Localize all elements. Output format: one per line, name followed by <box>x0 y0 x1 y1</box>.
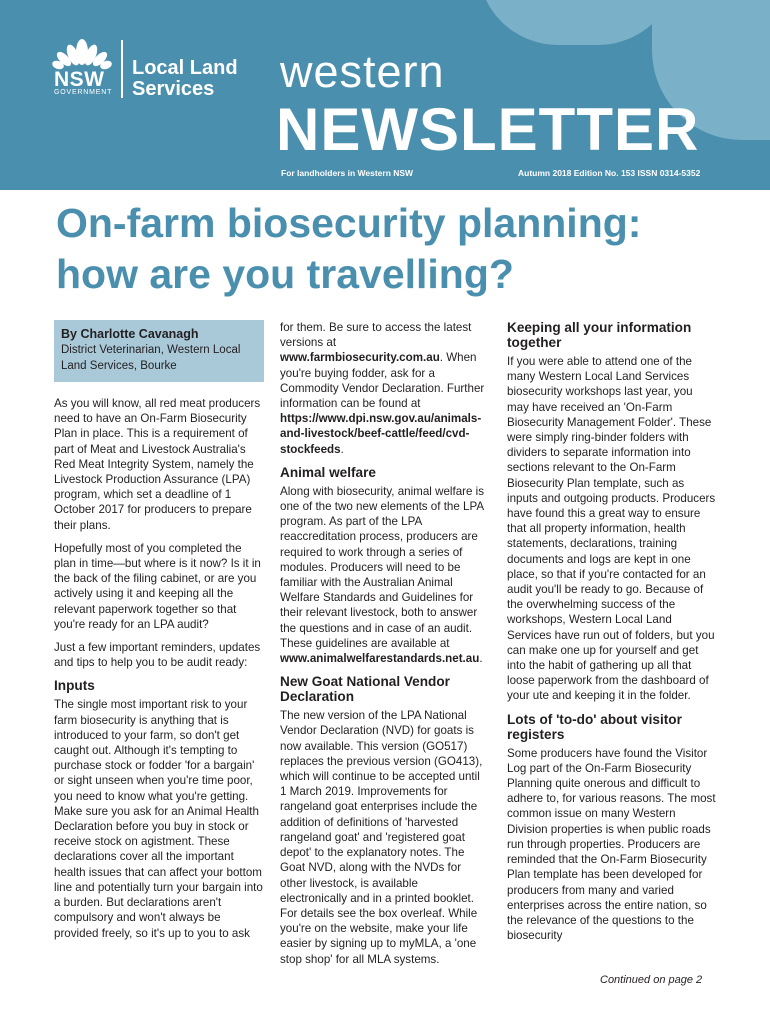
decorative-shape <box>478 0 678 45</box>
waratah-logo-icon <box>52 38 112 70</box>
masthead-newsletter: NEWSLETTER <box>276 96 700 163</box>
agency-name-line1: Local Land <box>132 57 238 79</box>
edition-info: Autumn 2018 Edition No. 153 ISSN 0314-5352 <box>518 168 701 178</box>
section-heading-visitor-registers: Lots of 'to-do' about visitor registers <box>507 711 682 742</box>
link-animalwelfarestandards[interactable]: www.animalwelfarestandards.net.au <box>280 652 480 666</box>
paragraph: As you will know, all red meat producers need to have an On-Farm Biosecurity Plan in place. This is a requirement of part of Meat and Livestock Australia's Red Meat Integrity System, namely the Livestock Production Assurance (LPA) program, which set a deadline of 1 October 2017 for producers to prepare their plans. <box>54 397 261 532</box>
paragraph: The single most important risk to your farm biosecurity is anything that is introduced to your farm, so don't get caught out. Although it's tempting to purchase stock or fodder 'for a bargain' or sight unseen when you're time poor, you need to know what you're getting. Make sure you ask for an Animal Health Declaration before you buy in stock or receive stock on agistment. These declarations cover all the important health issues that can affect your bottom line and potentially turn your bargain into a burden. But declarations aren't compulsory and won't always be provided freely, so it's up to you to ask <box>54 698 263 940</box>
text-run: . When you're buying fodder, ask for a Commodity Vendor Declaration. Further information can be found at <box>280 351 485 411</box>
column-2 <box>280 320 486 975</box>
nsw-logo-text: NSW <box>54 68 105 91</box>
section-heading-information: Keeping all your information together <box>507 320 692 350</box>
paragraph: Hopefully most of you completed the plan in time—but where is it now? Is it in the back of the filing cabinet, or are you actively using it and keeping all the relevant paperwork together so that you're ready for an LPA audit? <box>54 541 261 631</box>
section-heading-inputs: Inputs <box>54 678 95 694</box>
text-run: . <box>340 442 344 456</box>
text-run: . <box>479 652 483 666</box>
author-name: By Charlotte Cavanagh <box>61 327 199 341</box>
article-headline <box>56 198 736 300</box>
continued-on-page-link[interactable]: Continued on page 2 <box>600 974 703 986</box>
masthead-tagline: For landholders in Western NSW <box>281 168 414 178</box>
link-dpi-cvd-stockfeeds[interactable]: https://www.dpi.nsw.gov.au/animals-and-livestock/beef-cattle/feed/cvd-stockfeeds <box>280 412 482 456</box>
author-role: District Veterinarian, Western Local Land Services, Bourke <box>61 344 241 372</box>
paragraph: The new version of the LPA National Vendor Declaration (NVD) for goats is now available. This version (GO517) replaces the previous version (GO413), which will continue to be accepted until 1 March 2019. Improvements for rangeland goat enterprises include the addition of definitions of 'harvested rangeland goat' and 'registered goat depot' to the explanatory notes. The Goat NVD, along with the NVDs for other livestock, is available electronically and in a printed booklet. For details see the box overleaf. While you're on the website, make your life easier by signing up to myMLA, a 'one stop shop' for all MLA systems. <box>280 709 483 966</box>
paragraph: Some producers have found the Visitor Log part of the On-Farm Biosecurity Planning quite onerous and difficult to adhere to, for various reasons. The most common issue on many Western Division properties is when public roads run through properties. Producers are reminded that the On-Farm Biosecurity Plan template has been developed for producers from many and varied enterprises across the entire nation, so the relevance of the questions to the biosecurity <box>507 746 716 943</box>
byline-box <box>54 320 264 382</box>
agency-name <box>132 58 238 100</box>
section-heading-animal-welfare: Animal welfare <box>280 464 376 480</box>
headline-line2: how are you travelling? <box>56 251 514 297</box>
government-logo-text: GOVERNMENT <box>54 89 113 96</box>
link-farmbiosecurity[interactable]: www.farmbiosecurity.com.au <box>280 351 440 365</box>
paragraph: If you were able to attend one of the many Western Local Land Services biosecurity workshops last year, you may have received an 'On-Farm Biosecurity Management Folder'. These were simply ring-binder folders with dividers to separate information into sections relevant to the On-Farm Biosecurity Plan template, such as inputs and outgoing products. Producers have found this a great way to ensure that all property information, health statements, declarations, training documents and logs are kept in one place, so that if you're contacted for an audit you'll be ready to go. Because of the overwhelming success of the workshops, Western Local Land Services have run out of folders, but you can make one up for yourself and get into the habit of gathering up all that loose paperwork from the dashboard of your ute and keeping it in the folder. <box>507 355 716 703</box>
section-heading-goat-nvd: New Goat National Vendor Declaration <box>280 674 450 705</box>
logo-divider <box>121 40 123 98</box>
masthead <box>0 0 770 190</box>
masthead-western: western <box>280 46 445 97</box>
paragraph: Just a few important reminders, updates and tips to help you to be audit ready: <box>54 641 261 670</box>
text-run: Along with biosecurity, animal welfare is one of the two new elements of the LPA program. As part of the LPA reaccreditation process, producers are required to work through a series of modules. Producers will need to be familiar with the Australian Animal Welfare Standards and Guidelines for their relevant livestock, both to answer the questions and in case of an audit. These guidelines are available at <box>280 484 485 650</box>
text-run: for them. Be sure to access the latest versions at <box>280 321 472 350</box>
agency-name-line2: Services <box>132 78 215 100</box>
headline-line1: On-farm biosecurity planning: <box>56 200 642 246</box>
paragraph <box>280 484 486 666</box>
column-1 <box>54 320 264 949</box>
paragraph <box>280 320 486 457</box>
column-3 <box>507 320 717 951</box>
